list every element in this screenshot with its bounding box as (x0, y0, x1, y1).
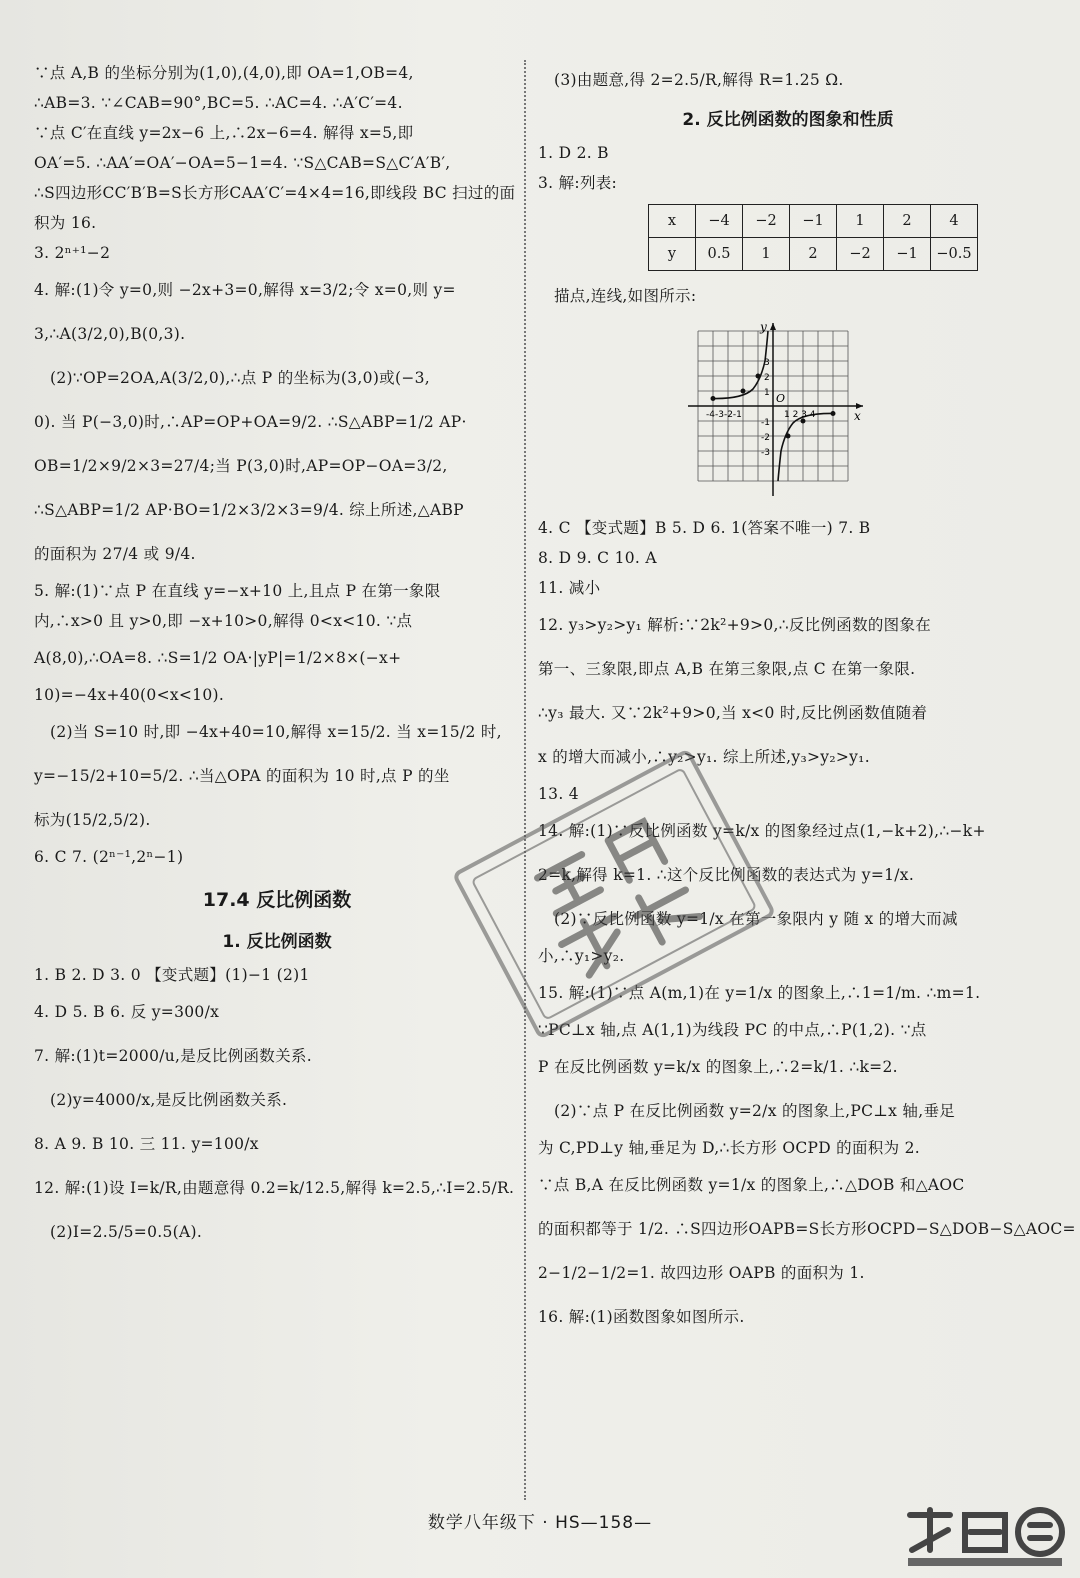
table-cell: y (649, 238, 696, 271)
text-line: (2)当 S=10 时,即 −4x+40=10,解得 x=15/2. 当 x=15/2 时, (50, 723, 502, 741)
text-line: x 的增大而减小,∴y₂>y₁. 综上所述,y₃>y₂>y₁. (538, 748, 870, 766)
text-line: ∵点 C′在直线 y=2x−6 上,∴2x−6=4. 解得 x=5,即 (34, 124, 414, 142)
text-line: 8. A 9. B 10. 三 11. y=100/x (34, 1135, 259, 1153)
page-footer (0, 1508, 1080, 1533)
plot-point (711, 396, 716, 401)
text-line: ∴AB=3. ∵∠CAB=90°,BC=5. ∴AC=4. ∴A′C′=4. (34, 94, 403, 112)
text-line: ∴y₃ 最大. 又∵2k²+9>0,当 x<0 时,反比例函数值随着 (538, 704, 928, 722)
footer-text: 数学八年级下 · HS—158— (427, 1513, 653, 1533)
value-table (648, 204, 978, 271)
text-line: 16. 解:(1)函数图象如图所示. (538, 1308, 745, 1326)
table-cell: 4 (931, 205, 978, 238)
y-tick-label: 3 (764, 358, 770, 368)
table-cell: −0.5 (931, 238, 978, 271)
text-line: 1. B 2. D 3. 0 【变式题】(1)−1 (2)1 (34, 966, 310, 984)
table-cell: 1 (743, 238, 790, 271)
graph-svg (688, 321, 878, 501)
text-line: (2)∵点 P 在反比例函数 y=2/x 的图象上,PC⊥x 轴,垂足 (554, 1102, 956, 1120)
text-line: 的面积都等于 1/2. ∴S四边形OAPB=S长方形OCPD−S△DOB−S△AOC= (538, 1220, 1076, 1238)
text-line: 积为 16. (34, 214, 97, 232)
y-tick-label: -3 (761, 448, 770, 458)
text-line: 1. D 2. B (538, 144, 609, 162)
y-axis-arrow (770, 323, 776, 330)
text-line: OB=1/2×9/2×3=27/4;当 P(3,0)时,AP=OP−OA=3/2, (34, 457, 448, 475)
table-cell: −4 (696, 205, 743, 238)
text-line: OA′=5. ∴AA′=OA′−OA=5−1=4. ∵S△CAB=S△C′A′B′, (34, 154, 451, 172)
text-line: ∵PC⊥x 轴,点 A(1,1)为线段 PC 的中点,∴P(1,2). ∵点 (538, 1021, 927, 1039)
x-tick-labels-positive: 1 2 3 4 (784, 410, 816, 420)
text-line: 12. 解:(1)设 I=k/R,由题意得 0.2=k/12.5,解得 k=2.5,∴I=2.5/R. (34, 1179, 515, 1197)
text-line: 14. 解:(1)∵反比例函数 y=k/x 的图象经过点(1,−k+2),∴−k+ (538, 822, 986, 840)
text-line: 10)=−4x+40(0<x<10). (34, 686, 225, 704)
table-cell: −2 (837, 238, 884, 271)
curve-branch-third-quadrant (713, 331, 768, 399)
x-axis-label: x (854, 409, 861, 423)
function-graph (688, 321, 878, 501)
table-cell: −1 (790, 205, 837, 238)
text-line: A(8,0),∴OA=8. ∴S=1/2 OA·|yP|=1/2×8×(−x+ (34, 649, 402, 667)
table-cell: 2 (884, 205, 931, 238)
y-tick-label: -1 (761, 418, 770, 428)
table-cell: −2 (743, 205, 790, 238)
text-line: 的面积为 27/4 或 9/4. (34, 545, 196, 563)
text-line: (2)∵OP=2OA,A(3/2,0),∴点 P 的坐标为(3,0)或(−3, (50, 369, 430, 387)
plot-point (831, 411, 836, 416)
table-row (649, 205, 978, 238)
subsection-title: 1. 反比例函数 (222, 932, 332, 952)
curve-branch-fourth-quadrant (778, 413, 833, 481)
text-line: ∵点 A,B 的坐标分别为(1,0),(4,0),即 OA=1,OB=4, (34, 64, 414, 82)
y-axis-label: y (760, 321, 767, 334)
origin-label: O (776, 392, 786, 405)
text-line: (2)∵反比例函数 y=1/x 在第一象限内 y 随 x 的增大而减 (554, 910, 958, 928)
text-line: 5. 解:(1)∵点 P 在直线 y=−x+10 上,且点 P 在第一象限 (34, 582, 441, 600)
text-line: 4. D 5. B 6. 反 y=300/x (34, 1003, 220, 1021)
text-line: ∵点 B,A 在反比例函数 y=1/x 的图象上,∴△DOB 和△AOC (538, 1176, 965, 1194)
column-divider (524, 60, 526, 1500)
plot-point (786, 434, 791, 439)
text-line: (3)由题意,得 2=2.5/R,解得 R=1.25 Ω. (554, 71, 844, 89)
text-line: 标为(15/2,5/2). (34, 811, 151, 829)
text-line: 描点,连线,如图所示: (554, 287, 697, 305)
text-line: ∴S四边形CC′B′B=S长方形CAA′C′=4×4=16,即线段 BC 扫过的面 (34, 184, 516, 202)
table-row (649, 238, 978, 271)
text-line: ∴S△ABP=1/2 AP·BO=1/2×3/2×3=9/4. 综上所述,△ABP (34, 501, 464, 519)
text-line: 7. 解:(1)t=2000/u,是反比例函数关系. (34, 1047, 312, 1065)
text-line: 为 C,PD⊥y 轴,垂足为 D,∴长方形 OCPD 的面积为 2. (538, 1139, 920, 1157)
text-line: 11. 减小 (538, 579, 601, 597)
text-line: 15. 解:(1)∵点 A(m,1)在 y=1/x 的图象上,∴1=1/m. ∴m=1. (538, 984, 981, 1002)
table-cell: 1 (837, 205, 884, 238)
left-column (34, 58, 520, 1254)
text-line: 3,∴A(3/2,0),B(0,3). (34, 325, 186, 343)
table-cell: −1 (884, 238, 931, 271)
text-line: 4. C 【变式题】B 5. D 6. 1(答案不唯一) 7. B (538, 519, 871, 537)
text-line: 13. 4 (538, 785, 579, 803)
text-line: 0). 当 P(−3,0)时,∴AP=OP+OA=9/2. ∴S△ABP=1/2 AP· (34, 413, 467, 431)
text-line: 6. C 7. (2ⁿ⁻¹,2ⁿ−1) (34, 848, 184, 866)
text-line: y=−15/2+10=5/2. ∴当△OPA 的面积为 10 时,点 P 的坐 (34, 767, 450, 785)
text-line: 小,∴y₁>y₂. (538, 947, 625, 965)
y-tick-label: 1 (764, 388, 770, 398)
plot-point (741, 389, 746, 394)
text-line: 4. 解:(1)令 y=0,则 −2x+3=0,解得 x=3/2;令 x=0,则 y= (34, 281, 456, 299)
x-tick-labels-negative: -4-3-2-1 (706, 410, 742, 420)
y-tick-label: 2 (764, 373, 770, 383)
table-cell: 2 (790, 238, 837, 271)
text-line: P 在反比例函数 y=k/x 的图象上,∴2=k/1. ∴k=2. (538, 1058, 898, 1076)
text-line: (2)I=2.5/5=0.5(A). (50, 1223, 203, 1241)
text-line: 3. 2ⁿ⁺¹−2 (34, 244, 111, 262)
text-line: 第一、三象限,即点 A,B 在第三象限,点 C 在第一象限. (538, 660, 916, 678)
text-line: 2=k,解得 k=1. ∴这个反比例函数的表达式为 y=1/x. (538, 866, 915, 884)
plot-point (756, 374, 761, 379)
subsection-title: 2. 反比例函数的图象和性质 (682, 110, 894, 130)
text-line: 2−1/2−1/2=1. 故四边形 OAPB 的面积为 1. (538, 1264, 865, 1282)
table-cell: 0.5 (696, 238, 743, 271)
y-tick-label: -2 (761, 433, 770, 443)
table-cell: x (649, 205, 696, 238)
text-line: 3. 解:列表: (538, 174, 618, 192)
text-line: 12. y₃>y₂>y₁ 解析:∵2k²+9>0,∴反比例函数的图象在 (538, 616, 932, 634)
section-title: 17.4 反比例函数 (202, 889, 352, 911)
right-column (538, 58, 1076, 1339)
text-line: 8. D 9. C 10. A (538, 549, 657, 567)
text-line: (2)y=4000/x,是反比例函数关系. (50, 1091, 288, 1109)
text-line: 内,∴x>0 且 y>0,即 −x+10>0,解得 0<x<10. ∵点 (34, 612, 413, 630)
